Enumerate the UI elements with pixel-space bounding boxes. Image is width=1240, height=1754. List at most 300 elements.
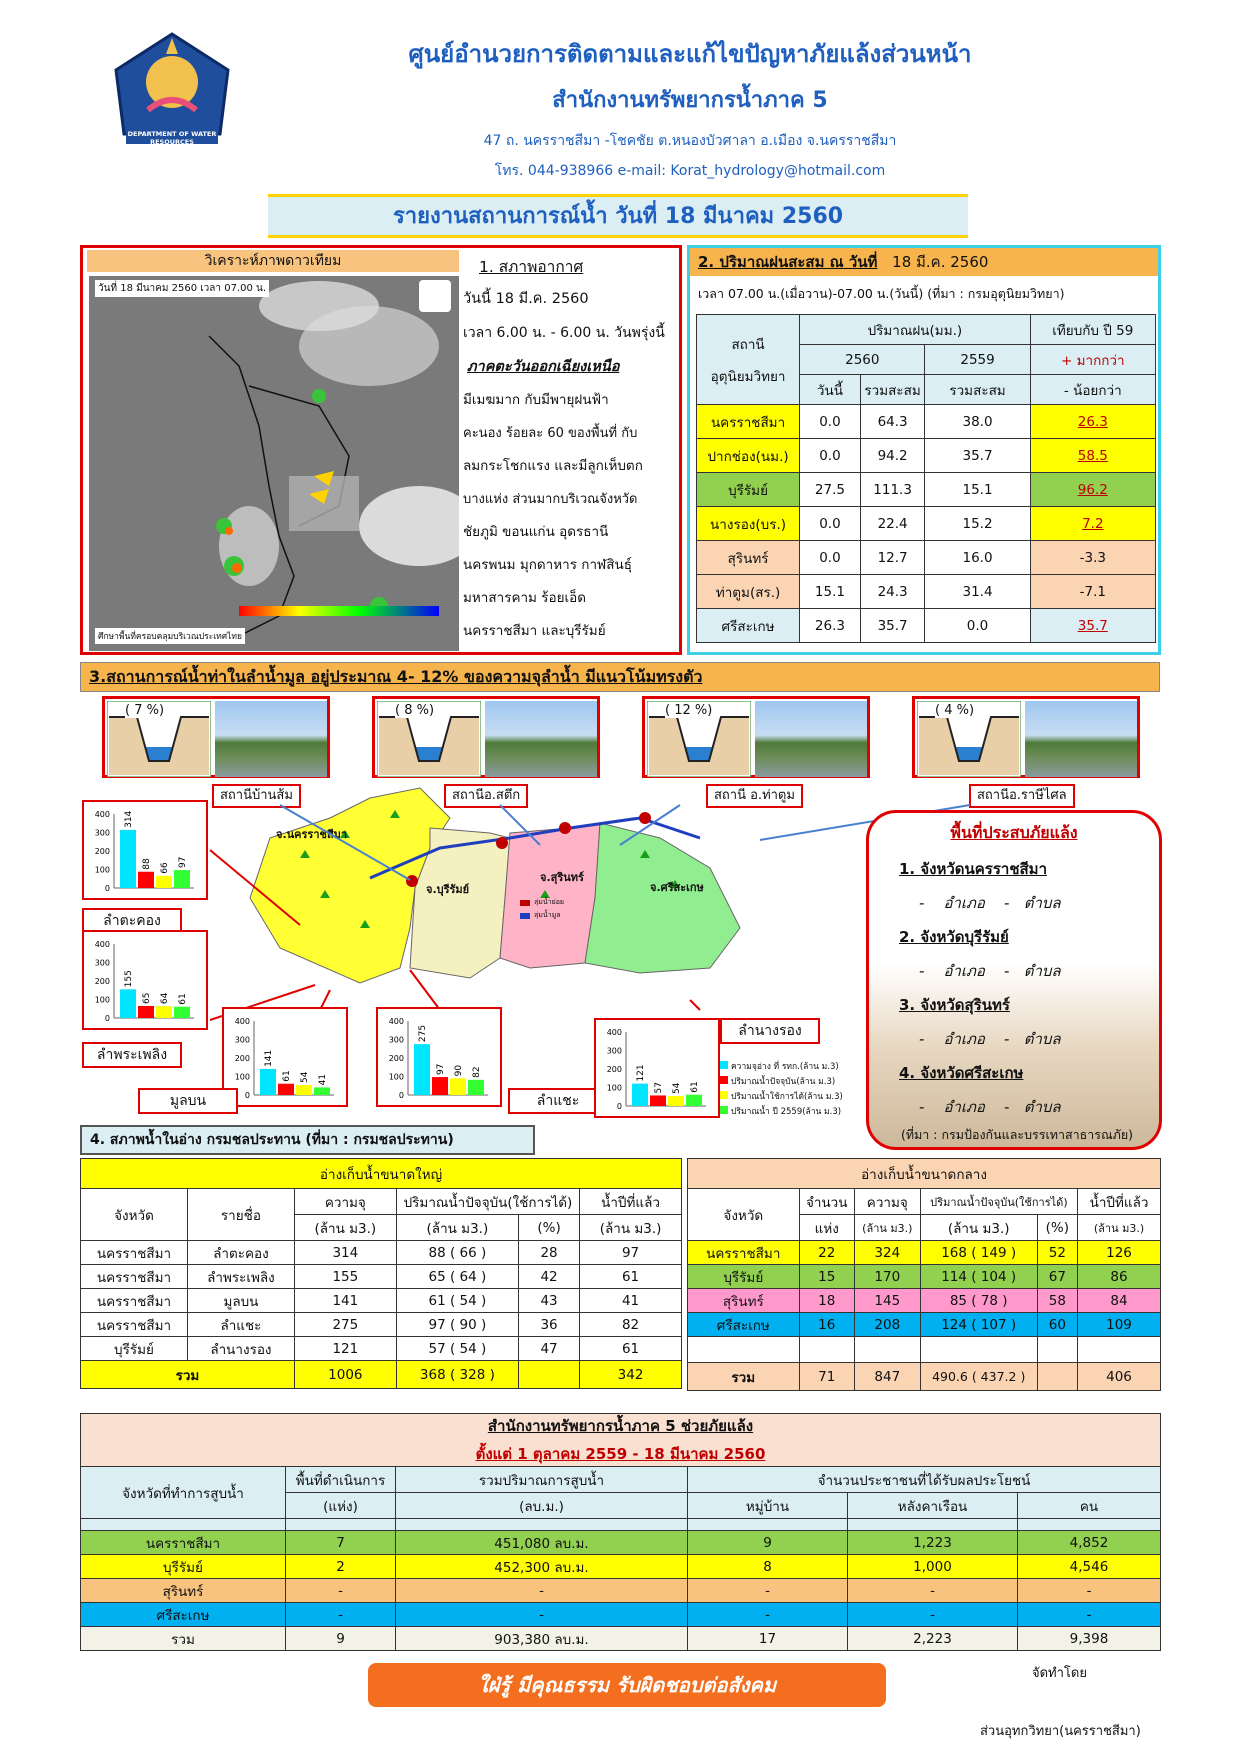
rain-cum-2559: 15.2 [925, 507, 1030, 541]
bar [314, 1087, 330, 1095]
medium-dam-row [688, 1289, 1161, 1313]
relief-area: - [286, 1579, 396, 1603]
rain-h-compare: เทียบกับ ปี 59 [1030, 315, 1155, 345]
relief-hh: 2,223 [848, 1627, 1018, 1651]
ld-prov: นครราชสีมา [81, 1289, 188, 1313]
weather-line: นครราชสีมา และบุรีรัมย์ [463, 623, 606, 639]
rain-cum-2560: 111.3 [860, 473, 925, 507]
bar [632, 1084, 648, 1106]
rain-h-more: + มากกว่า [1030, 345, 1155, 375]
relief-vil: 8 [688, 1555, 848, 1579]
md-last: 109 [1078, 1313, 1161, 1337]
md-last: 86 [1078, 1265, 1161, 1289]
md-cap: 324 [854, 1241, 920, 1265]
md-h-cap: ความจุ [854, 1189, 920, 1215]
reservoir-chart-label: ลำพระเพลิง [82, 1042, 182, 1068]
md-total-cur: 490.6 ( 437.2 ) [920, 1363, 1037, 1391]
y-tick-label: 400 [388, 1017, 404, 1026]
rain-h-2560: 2560 [800, 345, 925, 375]
weather-line: เวลา 6.00 น. - 6.00 น. วันพรุ่งนี้ [463, 325, 665, 341]
station-label: สถานี อ.ท่าตูม [706, 784, 803, 808]
legend-item [720, 1105, 870, 1120]
md-prov: นครราชสีมา [688, 1241, 800, 1265]
ld-prov: บุรีรัมย์ [81, 1337, 188, 1361]
weather-region: ภาคตะวันออกเฉียงเหนือ [467, 359, 620, 375]
bar [296, 1085, 312, 1095]
md-last: 84 [1078, 1289, 1161, 1313]
ld-h-prov: จังหวัด [81, 1189, 188, 1241]
bar-value-label: 121 [636, 1064, 646, 1082]
weather-line: มหาสารคาม ร้อยเอ็ด [463, 590, 587, 606]
y-tick-label: 100 [388, 1072, 404, 1082]
bar [138, 1006, 154, 1018]
ld-cap: 275 [294, 1313, 396, 1337]
bar [174, 1007, 190, 1018]
bar [260, 1069, 276, 1095]
bar [432, 1077, 448, 1095]
y-tick-label: 100 [94, 865, 110, 875]
rain-diff: 58.5 [1030, 439, 1155, 473]
sat-legend: ศึกษาพื้นที่ครอบคลุมบริเวณประเทศไทย [95, 628, 245, 644]
rain-cum-2559: 31.4 [925, 575, 1030, 609]
relief-vol: - [396, 1603, 688, 1627]
legend-swatch [720, 1061, 728, 1069]
bar [120, 989, 136, 1018]
rain-station: นางรอง(บร.) [697, 507, 800, 541]
y-tick-label: 300 [606, 1046, 622, 1056]
medium-dam-row [688, 1241, 1161, 1265]
relief-row [81, 1555, 1161, 1579]
sat-stamp: วันที่ 18 มีนาคม 2560 เวลา 07.00 น. [95, 280, 269, 297]
bar-value-label: 88 [142, 858, 152, 870]
bar [156, 1006, 172, 1018]
bar-value-label: 97 [436, 1063, 446, 1076]
rain-station: ปากช่อง(นม.) [697, 439, 800, 473]
reservoir-chart-svg [84, 802, 206, 898]
ld-name: ลำพระเพลิง [187, 1265, 294, 1289]
rain-today: 0.0 [800, 507, 861, 541]
rain-diff: -3.3 [1030, 541, 1155, 575]
bar-value-label: 54 [672, 1082, 682, 1095]
reservoir-chart [594, 1018, 720, 1118]
bar-value-label: 97 [178, 856, 188, 869]
md-pct: 58 [1037, 1289, 1077, 1313]
large-dam-table [80, 1158, 682, 1389]
bar-value-label: 64 [160, 992, 170, 1005]
ld-cur: 57 ( 54 ) [396, 1337, 518, 1361]
y-tick-label: 200 [94, 847, 110, 856]
legend-label: ปริมาณน้ำ ปี 2559(ล้าน ม.3) [731, 1107, 842, 1117]
rain-period: เวลา 07.00 น.(เมื่อวาน)-07.00 น.(วันนี้) (ที่มา : กรมอุตุนิยมวิทยา) [698, 286, 1065, 301]
md-h-unit2: (ล้าน ม3.) [920, 1215, 1037, 1241]
ld-cur: 65 ( 64 ) [396, 1265, 518, 1289]
relief-row [81, 1627, 1161, 1651]
md-cur: 168 ( 149 ) [920, 1241, 1037, 1265]
map-label-surin: จ.สุรินทร์ [540, 871, 584, 884]
relief-area: 2 [286, 1555, 396, 1579]
relief-hh: 1,223 [848, 1531, 1018, 1555]
md-h-unit: (ล้าน ม3.) [854, 1215, 920, 1241]
ld-total-cap: 1006 [294, 1361, 396, 1389]
ld-name: ลำแชะ [187, 1313, 294, 1337]
reservoir-chart-label: ลำนางรอง [720, 1018, 820, 1044]
ld-name: ลำนางรอง [187, 1337, 294, 1361]
relief-h-area-u: (แห่ง) [286, 1493, 396, 1519]
medium-dam-title: อ่างเก็บน้ำขนาดกลาง [688, 1159, 1161, 1189]
md-h-pct: (%) [1037, 1215, 1077, 1241]
ld-pct: 28 [519, 1241, 580, 1265]
large-dam-row [81, 1337, 682, 1361]
relief-hh: - [848, 1579, 1018, 1603]
md-count: 16 [799, 1313, 854, 1337]
bar [120, 830, 136, 888]
reservoir-chart [376, 1007, 502, 1107]
address: 47 ถ. นครราชสีมา -โชคชัย ต.หนองบัวศาลา อ.เมือง จ.นครราชสีมา [483, 133, 897, 149]
y-tick-label: 200 [388, 1054, 404, 1063]
large-dam-row [81, 1265, 682, 1289]
ld-total-pct [519, 1361, 580, 1389]
bar [650, 1095, 666, 1106]
relief-table [80, 1413, 1161, 1651]
relief-vil: 9 [688, 1531, 848, 1555]
md-cur: 85 ( 78 ) [920, 1289, 1037, 1313]
bar-value-label: 61 [178, 993, 188, 1005]
large-dam-row [81, 1241, 682, 1265]
relief-h-vol-u: (ลบ.ม.) [396, 1493, 688, 1519]
y-tick-label: 100 [94, 995, 110, 1005]
relief-area: 9 [286, 1627, 396, 1651]
contact: โทร. 044-938966 e-mail: Korat_hydrology@hotmail.com [494, 163, 886, 179]
rain-h-less: - น้อยกว่า [1030, 375, 1155, 405]
relief-title: สำนักงานทรัพยากรน้ำภาค 5 ช่วยภัยแล้ง [487, 1417, 754, 1435]
legend-swatch [720, 1106, 728, 1114]
bar [138, 872, 154, 888]
ld-cap: 121 [294, 1337, 396, 1361]
md-total-count: 71 [799, 1363, 854, 1391]
y-tick-label: 400 [606, 1028, 622, 1037]
md-count: 18 [799, 1289, 854, 1313]
weather-title: 1. สภาพอากาศ [479, 258, 584, 276]
relief-row [81, 1579, 1161, 1603]
ld-prov: นครราชสีมา [81, 1241, 188, 1265]
md-prov: ศรีสะเกษ [688, 1313, 800, 1337]
reservoir-chart [82, 930, 208, 1030]
legend-label: ความจุอ่าง ที่ รทก.(ล้าน ม.3) [731, 1062, 839, 1072]
md-prov: บุรีรัมย์ [688, 1265, 800, 1289]
rain-cum-2560: 22.4 [860, 507, 925, 541]
rain-diff: 26.3 [1030, 405, 1155, 439]
station-pct: ( 4 %) [935, 703, 975, 718]
station-label: สถานีอ.สตึก [444, 784, 528, 808]
report-title-text: รายงานสถานการณ์น้ำ วันที่ 18 มีนาคม 2560 [392, 204, 844, 229]
relief-vil: - [688, 1603, 848, 1627]
rain-cum-2559: 16.0 [925, 541, 1030, 575]
ld-cap: 314 [294, 1241, 396, 1265]
weather-line: วันนี้ 18 มี.ค. 2560 [463, 291, 589, 307]
rain-diff: 96.2 [1030, 473, 1155, 507]
ld-pct: 47 [519, 1337, 580, 1361]
rain-date: 18 มี.ค. 2560 [892, 253, 989, 271]
bar-value-label: 141 [264, 1049, 274, 1067]
md-h-last: น้ำปีที่แล้ว [1078, 1189, 1161, 1215]
rain-today: 27.5 [800, 473, 861, 507]
relief-ppl: 4,852 [1018, 1531, 1161, 1555]
map-legend-1: ลุ่มน้ำย่อย [534, 898, 565, 906]
reservoir-chart-svg [378, 1009, 500, 1105]
rain-today: 0.0 [800, 541, 861, 575]
drought-sub-4: - อำเภอ - ตำบล [919, 1098, 1061, 1116]
bar [278, 1084, 294, 1095]
map-label-buriram: จ.บุรีรัมย์ [426, 883, 470, 896]
rain-station: บุรีรัมย์ [697, 473, 800, 507]
md-total-cap: 847 [854, 1363, 920, 1391]
medium-dam-table [687, 1158, 1161, 1391]
station-pct: ( 12 %) [665, 703, 713, 718]
rain-cum-2560: 35.7 [860, 609, 925, 643]
bar-value-label: 65 [142, 992, 152, 1004]
drought-sub-1: - อำเภอ - ตำบล [919, 894, 1061, 912]
bar-value-label: 66 [160, 862, 170, 874]
y-tick-label: 300 [388, 1035, 404, 1045]
bar-value-label: 54 [300, 1071, 310, 1084]
md-cap: 208 [854, 1313, 920, 1337]
rain-cum-2560: 24.3 [860, 575, 925, 609]
bar-value-label: 155 [124, 970, 134, 988]
ld-h-cur: ปริมาณน้ำปัจจุบัน(ใช้การได้) [396, 1189, 579, 1215]
relief-h-hh: หลังคาเรือน [848, 1493, 1018, 1519]
bar-value-label: 57 [654, 1082, 664, 1094]
drought-sub-2: - อำเภอ - ตำบล [919, 962, 1061, 980]
y-tick-label: 0 [398, 1091, 404, 1100]
rain-today: 15.1 [800, 575, 861, 609]
y-tick-label: 400 [234, 1017, 250, 1026]
bar [174, 870, 190, 888]
weather-line: ชัยภูมิ ขอนแก่น อุดรธานี [463, 524, 609, 540]
relief-vol: 903,380 ลบ.ม. [396, 1627, 688, 1651]
bar-value-label: 314 [124, 810, 134, 828]
bar [414, 1044, 430, 1095]
bar [668, 1096, 684, 1106]
weather-line: คะนอง ร้อยละ 60 ของพื้นที่ กับ [463, 426, 638, 441]
rain-title: 2. ปริมาณฝนสะสม ณ วันที่ [698, 253, 878, 271]
legend-label: ปริมาณน้ำปัจจุบัน(ล้าน ม.3) [731, 1077, 836, 1087]
ld-h-cap: ความจุ [294, 1189, 396, 1215]
ld-h-pct: (%) [519, 1215, 580, 1241]
ld-total-label: รวม [81, 1361, 295, 1389]
reservoir-chart-svg [224, 1009, 346, 1105]
station-label: สถานีอ.ราษีไศล [969, 784, 1075, 808]
relief-area: 7 [286, 1531, 396, 1555]
rain-cum-2559: 0.0 [925, 609, 1030, 643]
ld-prov: นครราชสีมา [81, 1313, 188, 1337]
relief-prov: สุรินทร์ [81, 1579, 286, 1603]
md-cur: 124 ( 107 ) [920, 1313, 1037, 1337]
slogan-banner [368, 1663, 886, 1707]
bar-value-label: 61 [282, 1070, 292, 1082]
bar [450, 1078, 466, 1095]
rain-cum-2559: 38.0 [925, 405, 1030, 439]
legend-item [720, 1075, 870, 1090]
ld-pct: 43 [519, 1289, 580, 1313]
logo-text: DEPARTMENT OF WATER RESOURCES [127, 130, 217, 146]
legend-item [720, 1090, 870, 1105]
ld-h-unit3: (ล้าน ม3.) [580, 1215, 682, 1241]
bar [156, 876, 172, 888]
y-tick-label: 200 [94, 977, 110, 986]
reservoir-chart-svg [84, 932, 206, 1028]
y-tick-label: 200 [234, 1054, 250, 1063]
md-cap: 145 [854, 1289, 920, 1313]
reservoir-chart [222, 1007, 348, 1107]
reservoir-chart-svg [596, 1020, 718, 1116]
made-unit: ส่วนอุทกวิทยา(นครราชสีมา) [980, 1724, 1141, 1739]
drought-prov-2: 2. จังหวัดบุรีรัมย์ [899, 928, 1009, 946]
relief-ppl: 4,546 [1018, 1555, 1161, 1579]
y-tick-label: 400 [94, 810, 110, 819]
md-count: 15 [799, 1265, 854, 1289]
station-pct: ( 8 %) [395, 703, 435, 718]
relief-ppl: - [1018, 1603, 1161, 1627]
large-dam-row [81, 1289, 682, 1313]
map-label-korat: จ.นครราชสีมา [276, 828, 348, 841]
ld-pct: 36 [519, 1313, 580, 1337]
ld-last: 41 [580, 1289, 682, 1313]
bar-value-label: 41 [318, 1073, 328, 1086]
reservoir-chart-label: ลำแชะ [508, 1088, 608, 1114]
medium-dam-row [688, 1313, 1161, 1337]
y-tick-label: 0 [616, 1102, 622, 1111]
reservoir-chart-label: มูลบน [138, 1088, 238, 1114]
drought-prov-4: 4. จังหวัดศรีสะเกษ [899, 1064, 1024, 1082]
ld-h-unit: (ล้าน ม3.) [294, 1215, 396, 1241]
rain-cum-2560: 94.2 [860, 439, 925, 473]
reservoir-chart [82, 800, 208, 900]
relief-h-ppl: คน [1018, 1493, 1161, 1519]
y-tick-label: 300 [234, 1035, 250, 1045]
ld-last: 61 [580, 1337, 682, 1361]
relief-prov: ศรีสะเกษ [81, 1603, 286, 1627]
ld-cap: 141 [294, 1289, 396, 1313]
relief-ppl: - [1018, 1579, 1161, 1603]
relief-hh: - [848, 1603, 1018, 1627]
md-total-label: รวม [688, 1363, 800, 1391]
weather-line: ลมกระโชกแรง และมีลูกเห็บตก [463, 458, 643, 474]
ld-name: ลำตะคอง [187, 1241, 294, 1265]
md-pct: 52 [1037, 1241, 1077, 1265]
relief-hh: 1,000 [848, 1555, 1018, 1579]
ld-h-name: รายชื่อ [187, 1189, 294, 1241]
relief-vil: 17 [688, 1627, 848, 1651]
ld-cur: 97 ( 90 ) [396, 1313, 518, 1337]
bar-value-label: 275 [418, 1024, 428, 1043]
md-prov: สุรินทร์ [688, 1289, 800, 1313]
md-last: 126 [1078, 1241, 1161, 1265]
ld-h-last: น้ำปีที่แล้ว [580, 1189, 682, 1215]
reservoir-chart-label: ลำตะคอง [82, 908, 182, 934]
relief-vol: 452,300 ลบ.ม. [396, 1555, 688, 1579]
relief-h-prov: จังหวัดที่ทำการสูบน้ำ [81, 1467, 286, 1519]
bar-value-label: 90 [454, 1064, 464, 1077]
md-h-unit3: (ล้าน ม3.) [1078, 1215, 1161, 1241]
legend-label: ปริมาณน้ำใช้การได้(ล้าน ม.3) [731, 1092, 843, 1102]
y-tick-label: 400 [94, 940, 110, 949]
y-tick-label: 200 [606, 1065, 622, 1074]
md-cap: 170 [854, 1265, 920, 1289]
rain-station: นครราชสีมา [697, 405, 800, 439]
y-tick-label: 300 [94, 828, 110, 838]
relief-vil: - [688, 1579, 848, 1603]
rain-h-today: วันนี้ [800, 375, 861, 405]
bar-value-label: 61 [690, 1081, 700, 1093]
relief-subtitle: ตั้งแต่ 1 ตุลาคม 2559 - 18 มีนาคม 2560 [475, 1445, 766, 1463]
large-dam-title: อ่างเก็บน้ำขนาดใหญ่ [81, 1159, 682, 1189]
relief-ppl: 9,398 [1018, 1627, 1161, 1651]
rain-today: 0.0 [800, 405, 861, 439]
weather-line: นครพนม มุกดาหาร กาฬสินธุ์ [463, 557, 632, 573]
y-tick-label: 0 [104, 884, 110, 893]
made-by: จัดทำโดย [1032, 1666, 1087, 1681]
sat-caption: วิเคราะห์ภาพดาวเทียม [87, 250, 459, 272]
relief-area: - [286, 1603, 396, 1627]
bar [686, 1095, 702, 1106]
medium-dam-row [688, 1265, 1161, 1289]
map-legend-2: ลุ่มน้ำมูล [534, 911, 561, 919]
legend-swatch [720, 1076, 728, 1084]
rain-cum-2560: 64.3 [860, 405, 925, 439]
river-title: 3.สถานการณ์น้ำท่าในลำน้ำมูล อยู่ประมาณ 4- 12% ของความจุลำน้ำ มีแนวโน้มทรงตัว [89, 667, 703, 686]
drought-prov-3: 3. จังหวัดสุรินทร์ [899, 996, 1010, 1014]
drought-panel [866, 810, 1162, 1150]
ld-total-cur: 368 ( 328 ) [396, 1361, 518, 1389]
relief-vol: 451,080 ลบ.ม. [396, 1531, 688, 1555]
ld-name: มูลบน [187, 1289, 294, 1313]
drought-sub-3: - อำเภอ - ตำบล [919, 1030, 1061, 1048]
md-total-pct [1037, 1363, 1077, 1391]
ld-pct: 42 [519, 1265, 580, 1289]
md-h-count: จำนวน [799, 1189, 854, 1215]
large-dam-row [81, 1313, 682, 1337]
dam-title-bar [80, 1125, 535, 1155]
md-total-last: 406 [1078, 1363, 1161, 1391]
ld-cap: 155 [294, 1265, 396, 1289]
rain-cum-2559: 15.1 [925, 473, 1030, 507]
ld-total-last: 342 [580, 1361, 682, 1389]
rain-h-amount: ปริมาณฝน(มม.) [800, 315, 1031, 345]
drought-source: (ที่มา : กรมป้องกันและบรรเทาสาธารณภัย) [900, 1127, 1134, 1142]
relief-vol: - [396, 1579, 688, 1603]
drought-title: พื้นที่ประสบภัยแล้ง [950, 823, 1078, 842]
relief-h-vol: รวมปริมาณการสูบน้ำ [396, 1467, 688, 1493]
dam-title: 4. สภาพน้ำในอ่าง กรมชลประทาน (ที่มา : กรมชลประทาน) [90, 1132, 454, 1148]
rain-diff: 35.7 [1030, 609, 1155, 643]
md-h-cur: ปริมาณน้ำปัจจุบัน(ใช้การได้) [920, 1189, 1077, 1215]
relief-prov: บุรีรัมย์ [81, 1555, 286, 1579]
relief-row [81, 1531, 1161, 1555]
office-title: สำนักงานทรัพยากรน้ำภาค 5 [552, 88, 828, 113]
ld-cur: 88 ( 66 ) [396, 1241, 518, 1265]
weather-line: มีเมฆมาก กับมีพายุฝนฟ้า [463, 392, 609, 408]
md-count: 22 [799, 1241, 854, 1265]
md-pct: 60 [1037, 1313, 1077, 1337]
map-label-sisaket: จ.ศรีสะเกษ [650, 881, 704, 894]
relief-row [81, 1603, 1161, 1627]
ld-h-unit2: (ล้าน ม3.) [396, 1215, 518, 1241]
rain-today: 26.3 [800, 609, 861, 643]
rain-station: สุรินทร์ [697, 541, 800, 575]
legend-swatch [720, 1091, 728, 1099]
ld-cur: 61 ( 54 ) [396, 1289, 518, 1313]
bar [468, 1080, 484, 1095]
